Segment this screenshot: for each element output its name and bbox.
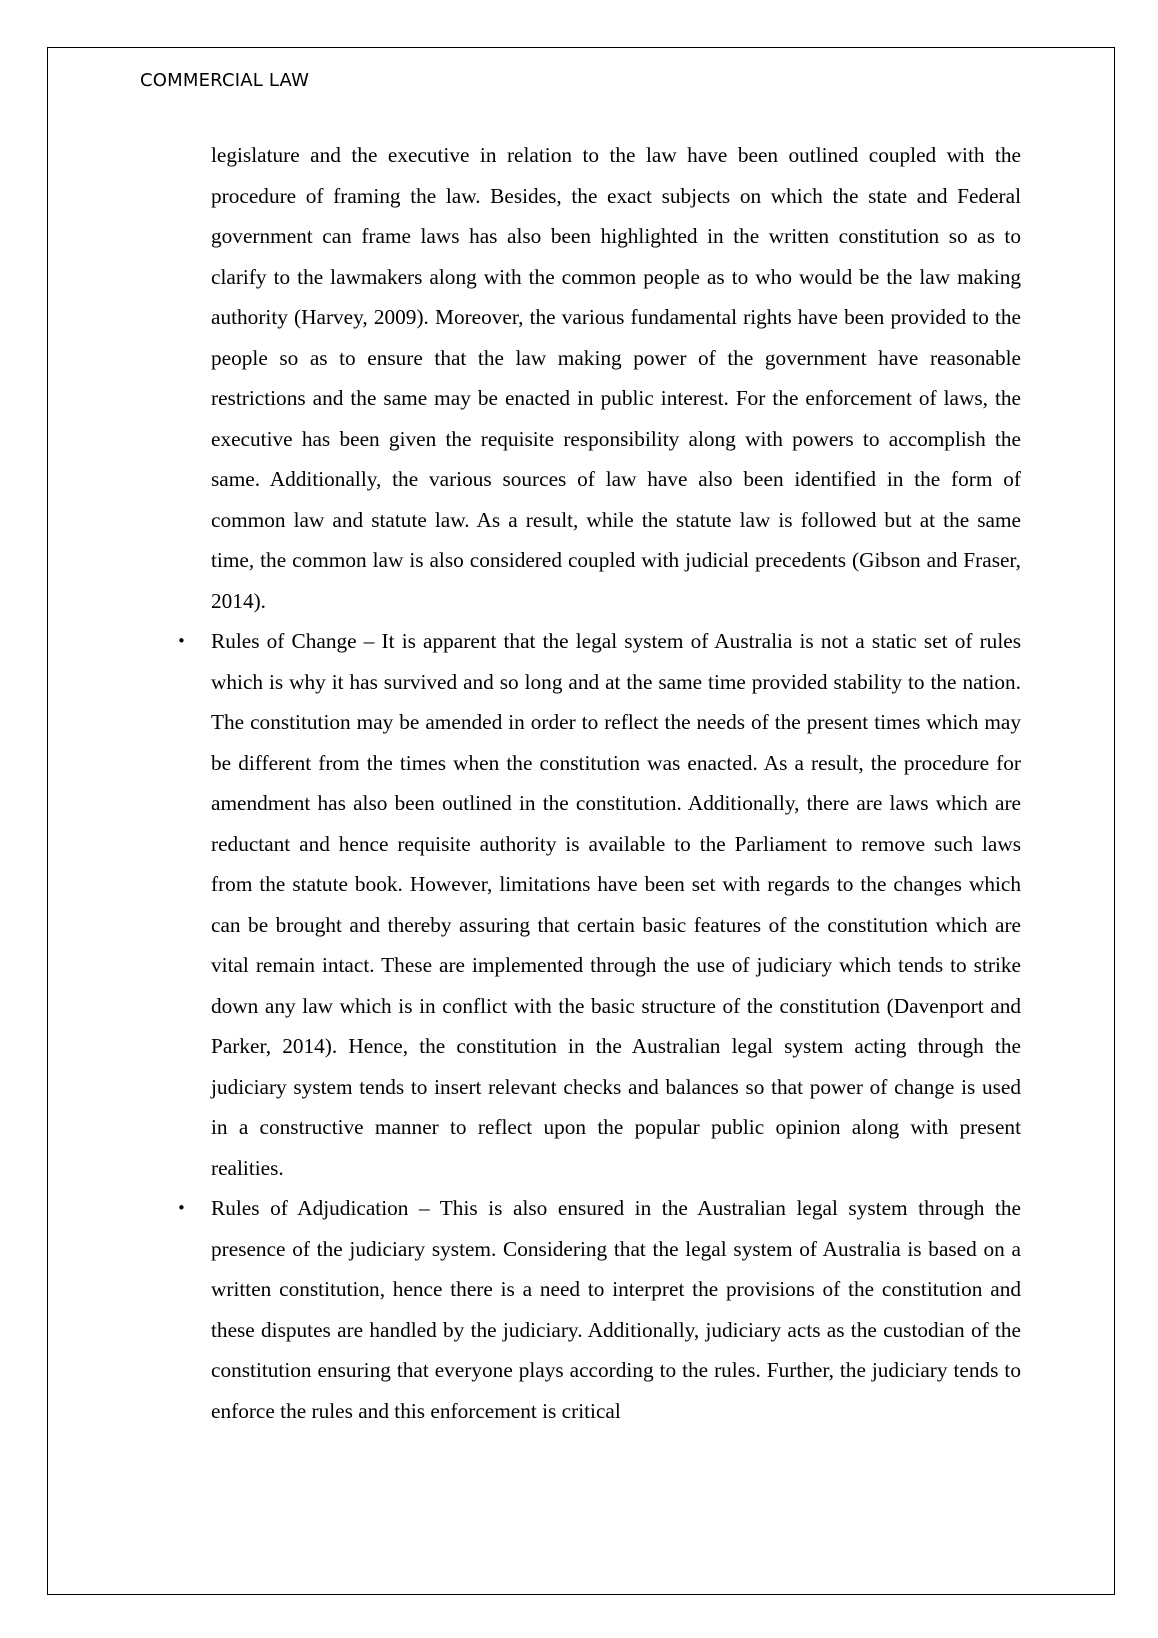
document-body (177, 135, 1021, 1431)
list-item-rules-of-adjudication (177, 1188, 1021, 1431)
list-item-text: Rules of Adjudication – This is also ensured in the Australian legal system through the presence of the judiciary system. Considering that the legal system of Australia is based on a written constitution, hence there is a need to interpret the provisions of the constitution and these disputes are handled by the judiciary. Additionally, judiciary acts as the custodian of the constitution ensuring that everyone plays according to the rules. Further, the judiciary tends to enforce the rules and this enforcement is critical (211, 1196, 1021, 1423)
list-item-rules-of-change (177, 621, 1021, 1188)
continuation-paragraph: legislature and the executive in relation to the law have been outlined coupled with the procedure of framing the law. Besides, the exact subjects on which the state and Federal government can frame laws has also been highlighted in the written constitution so as to clarify to the lawmakers along with the common people as to who would be the law making authority (Harvey, 2009). Moreover, the various fundamental rights have been provided to the people so as to ensure that the law making power of the government have reasonable restrictions and the same may be enacted in public interest. For the enforcement of laws, the executive has been given the requisite responsibility along with powers to accomplish the same. Additionally, the various sources of law have also been identified in the form of common law and statute law. As a result, while the statute law is followed but at the same time, the common law is also considered coupled with judicial precedents (Gibson and Fraser, 2014). (211, 143, 1021, 613)
running-header: COMMERCIAL LAW (140, 70, 310, 91)
bullet-icon: • (177, 632, 186, 650)
bullet-icon: • (177, 1199, 186, 1217)
list-item-text: Rules of Change – It is apparent that the legal system of Australia is not a static set of rules which is why it has survived and so long and at the same time provided stability to the nation. The constitution may be amended in order to reflect the needs of the present times which may be different from the times when the constitution was enacted. As a result, the procedure for amendment has also been outlined in the constitution. Additionally, there are laws which are reductant and hence requisite authority is available to the Parliament to remove such laws from the statute book. However, limitations have been set with regards to the changes which can be brought and thereby assuring that certain basic features of the constitution which are vital remain intact. These are implemented through the use of judiciary which tends to strike down any law which is in conflict with the basic structure of the constitution (Davenport and Parker, 2014). Hence, the constitution in the Australian legal system acting through the judiciary system tends to insert relevant checks and balances so that power of change is used in a constructive manner to reflect upon the popular public opinion along with present realities. (211, 629, 1021, 1180)
